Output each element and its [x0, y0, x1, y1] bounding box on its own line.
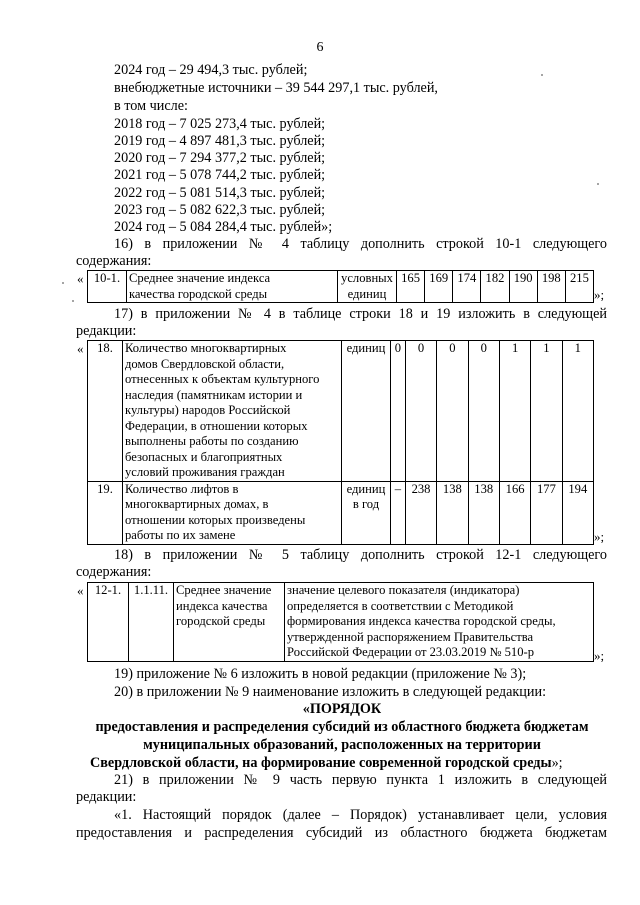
indicator-table-rows-18-19	[87, 340, 594, 545]
text-line: утвержденной распоряжением Правительства	[287, 629, 534, 644]
quote-close: »;	[594, 287, 605, 302]
table-row	[88, 271, 594, 303]
quote-open: «	[77, 271, 84, 286]
unit-cell	[338, 271, 397, 303]
text-line: 2023 год – 5 082 622,3 тыс. рублей;	[114, 202, 326, 218]
text-line: единиц	[346, 481, 386, 496]
row-number: 18.	[88, 341, 123, 482]
text-line: 2018 год – 7 025 273,4 тыс. рублей;	[114, 116, 326, 132]
row-number: 12-1.	[88, 583, 129, 662]
text-line: значение целевого показателя (индикатора)	[287, 583, 520, 597]
text-line: индекса качества	[176, 598, 268, 613]
value-cell: 215	[565, 271, 593, 303]
value-cell: 169	[425, 271, 453, 303]
value-cell: 0	[405, 341, 436, 482]
item-18-text: 18) в приложении № 5 таблицу дополнить строкой 12-1 следующего	[114, 547, 607, 563]
indicator-name	[123, 481, 342, 544]
text-line: 2021 год – 5 078 744,2 тыс. рублей;	[114, 167, 326, 183]
value-cell: 138	[437, 481, 468, 544]
text-line: безопасных и благоприятных	[125, 449, 283, 464]
text-line: 2020 год – 7 294 377,2 тыс. рублей;	[114, 150, 326, 166]
quote-close: »;	[594, 648, 605, 663]
scan-speck	[62, 282, 64, 284]
text-line: в том числе:	[114, 98, 188, 114]
text-line: отнесенных к объектам культурного	[125, 372, 320, 386]
indicator-code: 1.1.11.	[129, 583, 174, 662]
text-line: 2024 год – 5 084 284,4 тыс. рублей»;	[114, 219, 333, 235]
text-line: работы по их замене	[125, 528, 236, 542]
item-20-text: 20) в приложении № 9 наименование изложить в следующей редакции:	[114, 684, 547, 700]
text-line: внебюджетные источники – 39 544 297,1 тыс. рублей,	[114, 80, 438, 96]
text-line: 2019 год – 4 897 481,3 тыс. рублей;	[114, 133, 326, 149]
indicator-name	[123, 341, 342, 482]
text-line: Количество многоквартирных	[125, 341, 287, 355]
text-line: культуры) народов Российской	[125, 403, 291, 417]
item-17-text-cont: редакции:	[76, 323, 137, 339]
value-cell: 238	[405, 481, 436, 544]
indicator-name	[174, 583, 285, 662]
item-19-text: 19) приложение № 6 изложить в новой редакции (приложение № 3);	[114, 666, 527, 682]
scan-speck	[597, 183, 599, 185]
value-cell: 182	[481, 271, 509, 303]
value-cell: 0	[437, 341, 468, 482]
item-21-text: 21) в приложении № 9 часть первую пункта 1 изложить в следующей	[114, 772, 607, 788]
indicator-table-row-12-1	[87, 582, 594, 662]
text-line: городской среды	[176, 614, 266, 628]
item-21-text-cont: редакции:	[76, 789, 137, 805]
text-line: выполнены работы по созданию	[125, 434, 299, 448]
table-row	[88, 583, 594, 662]
indicator-table-row-10-1	[87, 270, 594, 303]
scan-speck	[72, 300, 74, 302]
value-cell: –	[391, 481, 406, 544]
scan-speck	[541, 74, 543, 76]
indicator-description	[285, 583, 594, 662]
value-cell: 1	[562, 341, 593, 482]
paragraph-text: «1. Настоящий порядок (далее – Порядок) устанавливает цели, условия	[114, 807, 607, 823]
heading-line-last	[90, 755, 563, 772]
text-line: 2024 год – 29 494,3 тыс. рублей;	[114, 62, 308, 78]
table-row	[88, 481, 594, 544]
text-line: отношении которых произведены	[125, 512, 306, 527]
item-17-text: 17) в приложении № 4 в таблице строки 18 и 19 изложить в следующей	[114, 306, 607, 322]
value-cell: 190	[509, 271, 537, 303]
text-line: определяется в соответствии с Методикой	[287, 598, 514, 613]
value-cell: 1	[531, 341, 562, 482]
value-cell: 0	[468, 341, 499, 482]
heading-line: предоставления и распределения субсидий из областного бюджета бюджетам	[95, 719, 589, 735]
value-cell: 198	[537, 271, 565, 303]
value-cell: 166	[499, 481, 530, 544]
value-cell: 174	[453, 271, 481, 303]
value-cell: 0	[391, 341, 406, 482]
value-cell: 1	[499, 341, 530, 482]
value-cell: 194	[562, 481, 593, 544]
heading-line: муниципальных образований, расположенных на территории	[143, 737, 541, 753]
table-row	[88, 341, 594, 482]
text-line: Количество лифтов в	[125, 481, 239, 496]
text-line: в год	[352, 497, 380, 511]
text-line: Федерации, в отношении которых	[125, 418, 308, 433]
text-line: наследия (памятникам истории и	[125, 387, 303, 402]
quote-open: «	[77, 583, 84, 598]
paragraph-text: предоставления и распределения субсидий из областного бюджета бюджетам	[76, 825, 607, 841]
text-line: условий проживания граждан	[125, 465, 285, 479]
text-line: единиц	[347, 286, 387, 301]
row-number: 19.	[88, 481, 123, 544]
quote-open: «	[77, 341, 84, 356]
heading-tail: »;	[551, 755, 563, 771]
item-16-text-cont: содержания:	[76, 253, 152, 269]
text-line: качества городской среды	[129, 286, 268, 301]
indicator-name	[127, 271, 338, 303]
unit-cell	[342, 481, 391, 544]
text-line: Среднее значение	[176, 583, 272, 597]
text-line: формирования индекса качества городской среды,	[287, 614, 556, 628]
row-number: 10-1.	[88, 271, 127, 303]
text-line: Российской Федерации от 23.03.2019 № 510-р	[287, 645, 534, 659]
item-18-text-cont: содержания:	[76, 564, 152, 580]
text-line: 2022 год – 5 081 514,3 тыс. рублей;	[114, 185, 326, 201]
quote-close: »;	[594, 529, 605, 544]
value-cell: 165	[397, 271, 425, 303]
text-line: Среднее значение индекса	[129, 271, 271, 285]
text-line: единиц	[346, 341, 386, 355]
item-16-text: 16) в приложении № 4 таблицу дополнить строкой 10-1 следующего	[114, 236, 607, 252]
text-line: условных	[341, 271, 393, 285]
page-number: 6	[316, 40, 324, 55]
text-line: многоквартирных домах, в	[125, 497, 269, 511]
text-line: домов Свердловской области,	[125, 356, 285, 371]
value-cell: 138	[468, 481, 499, 544]
heading-title: «ПОРЯДОК	[302, 701, 382, 717]
heading-text: Свердловской области, на формирование современной городской среды	[90, 755, 552, 771]
unit-cell	[342, 341, 391, 482]
value-cell: 177	[531, 481, 562, 544]
